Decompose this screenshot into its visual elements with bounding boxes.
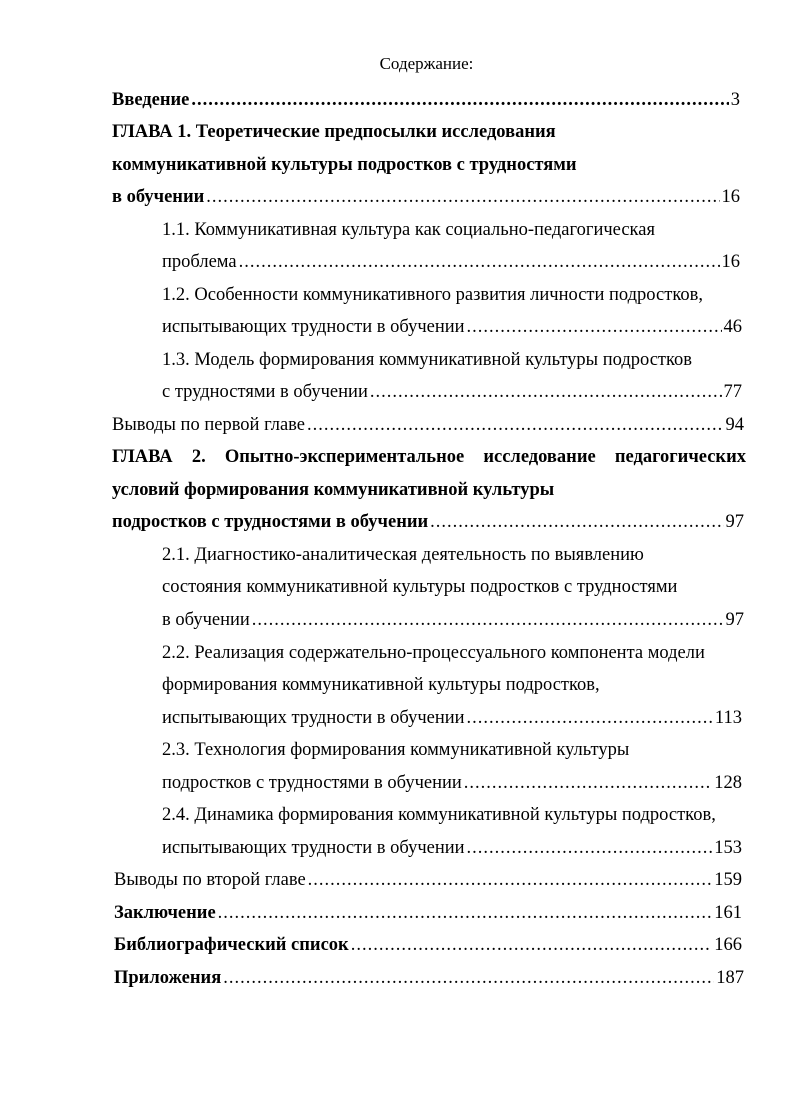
toc-entry-conclusion — [114, 899, 742, 929]
toc-entry-s2-2 — [162, 704, 742, 734]
toc-entry-s1-1 — [162, 248, 740, 278]
toc-entry-label: Приложения — [114, 968, 222, 988]
dot-leader — [467, 704, 713, 732]
toc-entry-label: Заключение — [114, 903, 216, 923]
toc-page-number: 159 — [714, 870, 742, 890]
toc-entry-label: в обучении — [162, 610, 250, 630]
toc-page-number: 97 — [725, 610, 744, 630]
toc-title: Содержание: — [379, 54, 474, 73]
toc-entry-s2-3 — [162, 769, 742, 799]
dot-leader — [351, 931, 713, 959]
dot-leader — [252, 606, 724, 634]
toc-entry-s1-3 — [162, 378, 742, 408]
dot-leader — [218, 899, 713, 927]
toc-page-number: 113 — [714, 708, 742, 728]
toc-entry-conclusions2 — [114, 866, 742, 896]
toc-s1-1-line1: 1.1. Коммуникативная культура как социально-педагогическая — [162, 220, 655, 240]
toc-entry-conclusions1 — [112, 411, 744, 441]
toc-entry-chapter1 — [112, 183, 740, 213]
toc-page-number: 16 — [721, 187, 740, 207]
toc-page-number: 166 — [714, 935, 742, 955]
toc-s2-2-line1: 2.2. Реализация содержательно-процессуального компонента модели — [162, 643, 705, 663]
toc-entry-s2-4 — [162, 834, 742, 864]
toc-page-number: 46 — [723, 317, 742, 337]
toc-entry-label: испытывающих трудности в обучении — [162, 317, 465, 337]
dot-leader — [467, 834, 713, 862]
toc-s1-3-line1: 1.3. Модель формирования коммуникативной культуры подростков — [162, 350, 693, 370]
dot-leader — [430, 508, 723, 536]
toc-s2-1-line1: 2.1. Диагностико-аналитическая деятельность по выявлению — [162, 545, 644, 565]
toc-page-number: 153 — [714, 838, 742, 858]
toc-page-number: 97 — [725, 512, 744, 532]
toc-page-number: 94 — [725, 415, 744, 435]
dot-leader — [308, 866, 713, 894]
toc-entry-label: Выводы по второй главе — [114, 870, 306, 890]
toc-entry-chapter2 — [112, 508, 744, 538]
toc-entry-label: испытывающих трудности в обучении — [162, 708, 465, 728]
toc-entry-s2-1 — [162, 606, 744, 636]
toc-chapter1-line2: коммуникативной культуры подростков с трудностями — [112, 155, 577, 175]
toc-entry-intro — [112, 86, 740, 116]
dot-leader — [223, 964, 714, 992]
toc-entry-label: проблема — [162, 252, 237, 272]
toc-s1-2-line1: 1.2. Особенности коммуникативного развития личности подростков, — [162, 285, 703, 305]
toc-s2-3-line1: 2.3. Технология формирования коммуникативной культуры — [162, 740, 630, 760]
dot-leader — [464, 769, 712, 797]
toc-entry-label: подростков с трудностями в обучении — [112, 512, 429, 532]
toc-entry-label: подростков с трудностями в обучении — [162, 773, 462, 793]
toc-entry-appendices — [114, 964, 744, 994]
toc-page-number: 16 — [721, 252, 740, 272]
dot-leader — [239, 248, 720, 276]
dot-leader — [370, 378, 722, 406]
dot-leader — [206, 183, 719, 211]
toc-chapter2-line1: ГЛАВА 2. Опытно-экспериментальное исследование педагогических — [112, 447, 746, 467]
dot-leader — [467, 313, 722, 341]
toc-entry-label: Выводы по первой главе — [112, 415, 306, 435]
dot-leader — [307, 411, 723, 439]
toc-entry-label: Введение — [112, 90, 190, 110]
toc-page-number: 3 — [730, 90, 740, 110]
toc-entry-label: испытывающих трудности в обучении — [162, 838, 465, 858]
toc-page-number: 187 — [716, 968, 744, 988]
toc-entry-s1-2 — [162, 313, 742, 343]
toc-chapter1-line1: ГЛАВА 1. Теоретические предпосылки исследования — [112, 122, 556, 142]
dot-leader — [191, 86, 728, 114]
toc-page-number: 161 — [714, 903, 742, 923]
toc-entry-bibliography — [114, 931, 742, 961]
toc-entry-label: Библиографический список — [114, 935, 349, 955]
toc-entry-label: с трудностями в обучении — [162, 382, 368, 402]
toc-chapter2-line2: условий формирования коммуникативной культуры — [112, 480, 555, 500]
toc-page-number: 77 — [723, 382, 742, 402]
toc-page-number: 128 — [714, 773, 742, 793]
toc-s2-4-line1: 2.4. Динамика формирования коммуникативной культуры подростков, — [162, 805, 716, 825]
toc-entry-label: в обучении — [112, 187, 205, 207]
toc-s2-1-line2: состояния коммуникативной культуры подростков с трудностями — [162, 577, 678, 597]
toc-s2-2-line2: формирования коммуникативной культуры подростков, — [162, 675, 600, 695]
